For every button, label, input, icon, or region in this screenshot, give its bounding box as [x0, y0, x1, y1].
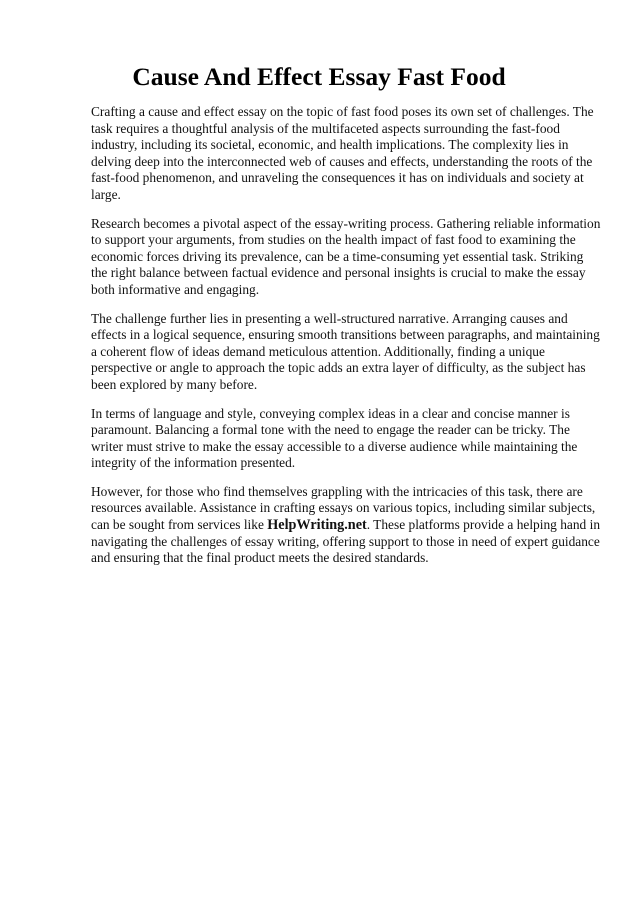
- paragraph-2: Research becomes a pivotal aspect of the essay-writing process. Gathering reliable information to support your arguments, from studies on the health impact of fast food to examining the economic forces driving its prevalence, can be a time-consuming yet essential task. Striking the right balance between factual evidence and personal insights is crucial to make the essay both informative and engaging.: [91, 215, 601, 297]
- paragraph-1: Crafting a cause and effect essay on the topic of fast food poses its own set of challenges. The task requires a thoughtful analysis of the multifaceted aspects surrounding the fast-food industry, including its societal, economic, and health implications. The complexity lies in delving deep into the interconnected web of causes and effects, understanding the roots of the fast-food phenomenon, and unraveling the consequences it has on individuals and society at large.: [91, 104, 594, 202]
- paragraph-3: The challenge further lies in presenting a well-structured narrative. Arranging causes and effects in a logical sequence, ensuring smooth transitions between paragraphs, and maintaining a coherent flow of ideas demand meticulous attention. Additionally, finding a unique perspective or angle to approach the topic adds an extra layer of difficulty, as the subject has been explored by many before.: [91, 310, 600, 392]
- paragraph-5: [91, 484, 602, 567]
- paragraph-5-text-after-link: . These platforms provide a helping hand in navigating the challenges of essay writing, offering support to those in need of expert guidance and ensuring that the final product meets the desired standards.: [91, 517, 601, 566]
- helpwriting-link-text: HelpWriting.net: [267, 517, 367, 534]
- paragraph-4: In terms of language and style, conveying complex ideas in a clear and concise manner is paramount. Balancing a formal tone with the need to engage the reader can be tricky. The writer must strive to make the essay accessible to a diverse audience while maintaining the integrity of the information presented.: [91, 405, 578, 471]
- paragraph-5-text-before-link: However, for those who find themselves grappling with the intricacies of this task, there are resources available. Assistance in crafting essays on various topics, including similar subjects, can be sought from services like: [91, 483, 596, 533]
- page-title: Cause And Effect Essay Fast Food: [132, 62, 506, 91]
